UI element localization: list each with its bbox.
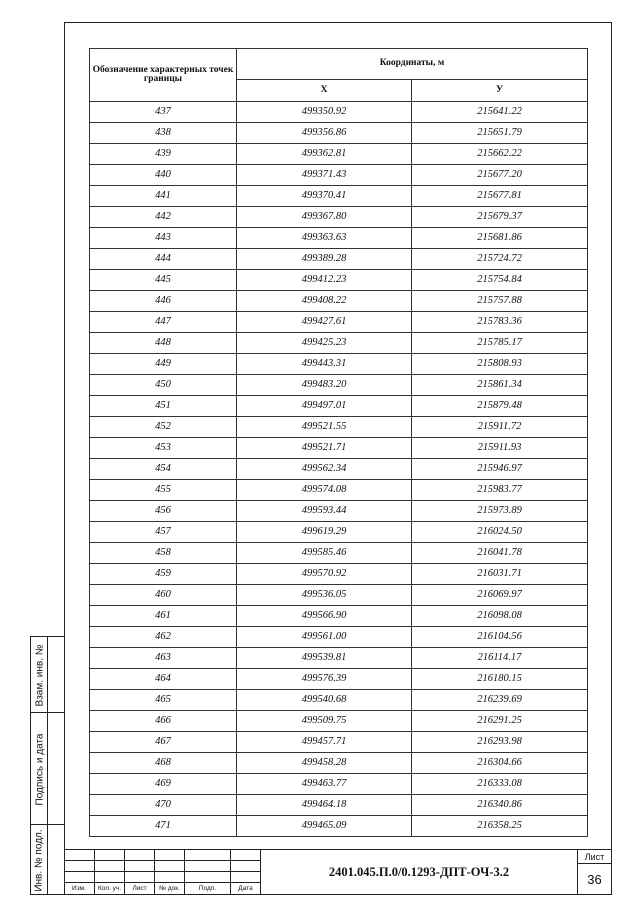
table-row (90, 543, 588, 564)
coord-y: 216340.86 (412, 795, 588, 816)
coord-y: 215677.20 (412, 165, 588, 186)
coord-x: 499425.23 (237, 333, 412, 354)
coord-y: 215679.37 (412, 207, 588, 228)
table-row (90, 753, 588, 774)
table-row (90, 123, 588, 144)
coord-x: 499350.92 (237, 102, 412, 123)
title-block (64, 849, 612, 895)
point-number: 451 (90, 396, 237, 417)
coord-y: 216239.69 (412, 690, 588, 711)
document-code: 2401.045.П.0/0.1293-ДПТ-ОЧ-3.2 (328, 865, 510, 879)
point-number: 467 (90, 732, 237, 753)
point-number: 461 (90, 606, 237, 627)
stamp-grid-cell (125, 861, 155, 872)
table-row (90, 627, 588, 648)
table-row (90, 165, 588, 186)
coord-x: 499536.05 (237, 585, 412, 606)
table-row (90, 144, 588, 165)
stamp-label-nom-dok: № док. (155, 882, 185, 895)
point-number: 440 (90, 165, 237, 186)
coord-x: 499389.28 (237, 249, 412, 270)
point-number: 453 (90, 438, 237, 459)
coord-x: 499619.29 (237, 522, 412, 543)
point-number: 455 (90, 480, 237, 501)
point-number: 442 (90, 207, 237, 228)
point-number: 444 (90, 249, 237, 270)
table-row (90, 333, 588, 354)
header-y: У (412, 79, 588, 101)
coord-y: 215783.36 (412, 312, 588, 333)
coord-x: 499562.34 (237, 459, 412, 480)
table-row (90, 711, 588, 732)
coord-x: 499408.22 (237, 291, 412, 312)
stamp-label-kol-uch: Кол. уч. (95, 882, 125, 895)
coord-x: 499463.77 (237, 774, 412, 795)
point-number: 438 (90, 123, 237, 144)
coord-y: 215641.22 (412, 102, 588, 123)
table-row (90, 186, 588, 207)
coord-y: 216291.25 (412, 711, 588, 732)
point-number: 443 (90, 228, 237, 249)
coord-y: 215911.72 (412, 417, 588, 438)
stamp-grid-cell (185, 850, 231, 861)
coord-x: 499483.20 (237, 375, 412, 396)
point-number: 439 (90, 144, 237, 165)
table-row (90, 207, 588, 228)
coord-y: 216104.56 (412, 627, 588, 648)
table-row (90, 480, 588, 501)
coord-x: 499465.09 (237, 816, 412, 837)
table-row (90, 312, 588, 333)
side-label-vzam: Взам. инв. № (34, 644, 46, 706)
coord-x: 499362.81 (237, 144, 412, 165)
coord-x: 499457.71 (237, 732, 412, 753)
coord-y: 215651.79 (412, 123, 588, 144)
coord-y: 215946.97 (412, 459, 588, 480)
coord-y: 216114.17 (412, 648, 588, 669)
point-number: 470 (90, 795, 237, 816)
coord-x: 499497.01 (237, 396, 412, 417)
coord-x: 499539.81 (237, 648, 412, 669)
point-number: 462 (90, 627, 237, 648)
coord-y: 215677.81 (412, 186, 588, 207)
point-number: 465 (90, 690, 237, 711)
stamp-grid-cell (231, 850, 261, 861)
point-number: 471 (90, 816, 237, 837)
header-point: Обозначение характерных точек границы (90, 49, 237, 102)
coord-y: 216031.71 (412, 564, 588, 585)
side-label-podpis: Подпись и дата (34, 733, 45, 805)
table-row (90, 816, 588, 837)
table-row (90, 774, 588, 795)
coord-y: 215754.84 (412, 270, 588, 291)
point-number: 452 (90, 417, 237, 438)
coord-x: 499593.44 (237, 501, 412, 522)
coord-y: 215757.88 (412, 291, 588, 312)
coord-x: 499570.92 (237, 564, 412, 585)
table-row (90, 270, 588, 291)
stamp-grid-cell (155, 861, 185, 872)
coord-y: 215973.89 (412, 501, 588, 522)
coord-x: 499574.08 (237, 480, 412, 501)
stamp-grid-cell (64, 861, 95, 872)
coord-y: 215808.93 (412, 354, 588, 375)
coord-x: 499363.63 (237, 228, 412, 249)
table-row (90, 459, 588, 480)
coord-x: 499561.00 (237, 627, 412, 648)
coord-x: 499509.75 (237, 711, 412, 732)
stamp-grid-cell (185, 861, 231, 872)
coord-y: 216041.78 (412, 543, 588, 564)
stamp-grid-cell (64, 850, 95, 861)
point-number: 468 (90, 753, 237, 774)
stamp-grid-cell (155, 850, 185, 861)
coord-x: 499458.28 (237, 753, 412, 774)
stamp-label-podp: Подп. (185, 882, 231, 895)
coord-y: 215785.17 (412, 333, 588, 354)
coord-y: 215724.72 (412, 249, 588, 270)
point-number: 445 (90, 270, 237, 291)
table-row (90, 732, 588, 753)
coord-x: 499356.86 (237, 123, 412, 144)
coord-y: 215911.93 (412, 438, 588, 459)
header-coordinates: Координаты, м (237, 49, 588, 80)
stamp-label-data: Дата (231, 882, 261, 895)
coord-y: 216069.97 (412, 585, 588, 606)
point-number: 447 (90, 312, 237, 333)
coordinates-table (89, 48, 588, 837)
sheet-box (577, 850, 611, 895)
binding-strip (30, 636, 64, 895)
stamp-grid-cell (231, 861, 261, 872)
coord-x: 499370.41 (237, 186, 412, 207)
table-body (90, 102, 588, 837)
coord-x: 499412.23 (237, 270, 412, 291)
point-number: 454 (90, 459, 237, 480)
table-row (90, 522, 588, 543)
point-number: 459 (90, 564, 237, 585)
table-row (90, 438, 588, 459)
coord-y: 215879.48 (412, 396, 588, 417)
point-number: 464 (90, 669, 237, 690)
coord-x: 499540.68 (237, 690, 412, 711)
point-number: 448 (90, 333, 237, 354)
coord-x: 499464.18 (237, 795, 412, 816)
coord-y: 215983.77 (412, 480, 588, 501)
side-label-inv: Инв. № подл. (34, 828, 46, 892)
stamp-grid-cell (95, 850, 125, 861)
table-row (90, 669, 588, 690)
point-number: 441 (90, 186, 237, 207)
sheet-number: 36 (587, 872, 602, 887)
coord-y: 216358.25 (412, 816, 588, 837)
coord-y: 215861.34 (412, 375, 588, 396)
stamp-label-izm: Изм. (64, 882, 95, 895)
point-number: 457 (90, 522, 237, 543)
coord-x: 499367.80 (237, 207, 412, 228)
table-row (90, 501, 588, 522)
table-row (90, 291, 588, 312)
table-row (90, 795, 588, 816)
table-row (90, 648, 588, 669)
coord-y: 216180.15 (412, 669, 588, 690)
table-row (90, 354, 588, 375)
coord-x: 499371.43 (237, 165, 412, 186)
point-number: 463 (90, 648, 237, 669)
stamp-grid-cell (125, 850, 155, 861)
point-number: 466 (90, 711, 237, 732)
table-row (90, 375, 588, 396)
coord-x: 499443.31 (237, 354, 412, 375)
point-number: 469 (90, 774, 237, 795)
stamp-label-list: Лист (125, 882, 155, 895)
table-row (90, 606, 588, 627)
coord-x: 499585.46 (237, 543, 412, 564)
coord-y: 215662.22 (412, 144, 588, 165)
coord-x: 499521.71 (237, 438, 412, 459)
sheet-label: Лист (578, 850, 611, 864)
coord-y: 216333.08 (412, 774, 588, 795)
point-number: 437 (90, 102, 237, 123)
point-number: 446 (90, 291, 237, 312)
coord-x: 499521.55 (237, 417, 412, 438)
point-number: 460 (90, 585, 237, 606)
coord-y: 216304.66 (412, 753, 588, 774)
table-row (90, 417, 588, 438)
coord-x: 499566.90 (237, 606, 412, 627)
stamp-grid-cell (95, 861, 125, 872)
table-row (90, 564, 588, 585)
coord-y: 215681.86 (412, 228, 588, 249)
table-row (90, 249, 588, 270)
coord-y: 216293.98 (412, 732, 588, 753)
table-row (90, 690, 588, 711)
point-number: 450 (90, 375, 237, 396)
coord-x: 499576.39 (237, 669, 412, 690)
point-number: 449 (90, 354, 237, 375)
coord-y: 216098.08 (412, 606, 588, 627)
table-row (90, 585, 588, 606)
coord-y: 216024.50 (412, 522, 588, 543)
table-row (90, 102, 588, 123)
point-number: 458 (90, 543, 237, 564)
coord-x: 499427.61 (237, 312, 412, 333)
point-number: 456 (90, 501, 237, 522)
header-x: X (237, 79, 412, 101)
table-row (90, 396, 588, 417)
table-row (90, 228, 588, 249)
